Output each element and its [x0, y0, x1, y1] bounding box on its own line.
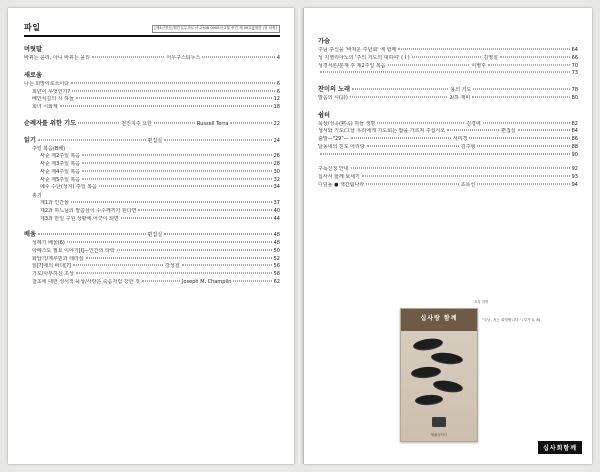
entry-page: 32	[273, 176, 280, 183]
section-learning	[24, 230, 280, 286]
leader-dots	[73, 265, 163, 266]
bean-shape	[432, 379, 463, 395]
entry-page: 64	[571, 47, 578, 53]
entry-page: 82	[571, 120, 578, 127]
book-gutter	[294, 8, 304, 464]
entry-text: 제2과 하느님의 말씀삼이 수수께끼가 된다면	[40, 207, 137, 214]
section-title: 새로움	[24, 71, 42, 79]
section-heart	[318, 36, 578, 78]
leader-dots	[320, 153, 570, 154]
entry-page: 6	[276, 80, 280, 87]
entry-author: Russell Terra	[197, 120, 229, 127]
entry-text: 나는 희망이로소이다	[24, 80, 70, 87]
entry-page: 88	[571, 143, 578, 150]
left-column	[24, 22, 280, 287]
entry-author: 아우구스티누스	[166, 55, 201, 61]
toc-entry[interactable]	[318, 85, 578, 95]
entry-page: 18	[273, 104, 280, 110]
beans-illustration	[409, 339, 469, 411]
toc-entry[interactable]	[24, 161, 280, 169]
section-title: 읽기	[24, 136, 36, 144]
entry-text: 제3과 만일 구원 상황에 어긋이 되면	[40, 215, 119, 222]
entry-author: 편집실	[147, 232, 163, 239]
leader-dots	[320, 72, 570, 73]
toc-entry[interactable]	[318, 47, 578, 55]
entry-page: 93	[571, 174, 578, 180]
entry-author: 편집실	[147, 137, 163, 144]
leader-dots	[82, 170, 271, 171]
entry-text: 찰초에 대한 성서적 묵상/사랑은 죽음처럼 강한 것	[32, 278, 140, 285]
section-title: 순례자를 위한 기도	[24, 119, 77, 127]
entry-page: 24	[273, 137, 280, 144]
leader-dots	[76, 98, 272, 99]
leader-dots	[350, 96, 447, 97]
toc-entry[interactable]	[24, 208, 280, 216]
entry-text: 주님 주신을 '바쳐온 주년회' 에 함께	[318, 47, 397, 53]
section-title: 배움	[24, 231, 36, 239]
entry-page: 73	[571, 70, 578, 77]
entry-page: 58	[273, 271, 280, 277]
leader-dots	[472, 96, 569, 97]
leader-dots	[142, 280, 180, 281]
leader-dots	[38, 139, 146, 140]
leader-dots	[483, 122, 570, 123]
entry-author: 초록선	[460, 181, 476, 188]
entry-page: 22	[273, 120, 280, 127]
section-new	[24, 70, 280, 112]
entry-page: 56	[273, 263, 280, 270]
leader-dots	[86, 257, 272, 258]
toc-entry[interactable]	[318, 152, 578, 160]
entry-page: 48	[273, 240, 280, 246]
leader-dots	[477, 145, 569, 146]
subsection-heading: 총기	[32, 193, 42, 199]
entry-text: 사순 제2주일 복음	[40, 153, 81, 160]
toc-entry[interactable]	[24, 271, 280, 279]
subsection-heading: 주일 복음(B해)	[32, 146, 66, 153]
entry-page: 4	[276, 55, 280, 61]
left-page	[8, 8, 294, 464]
section-rest-area	[318, 110, 578, 160]
section-foreword	[24, 44, 280, 63]
toc-entry[interactable]	[318, 174, 578, 182]
toc-entry[interactable]	[24, 230, 280, 240]
leader-dots	[182, 265, 272, 266]
toc-entry[interactable]	[24, 169, 280, 177]
leader-dots	[82, 178, 271, 179]
leader-dots	[367, 145, 459, 146]
cover-title: 십사랑 함께	[420, 315, 458, 322]
bean-shape	[411, 366, 442, 380]
leader-dots	[477, 183, 569, 184]
section-title: 머릿말	[24, 46, 42, 53]
entry-author: 서미경	[452, 136, 468, 142]
toc-entry[interactable]	[24, 279, 280, 287]
section-title: 쉼터	[318, 111, 330, 119]
entry-text: 사순 제3주일 복음	[40, 161, 81, 167]
leader-dots	[366, 183, 458, 184]
header-rule	[24, 35, 280, 37]
toc-entry[interactable]	[24, 256, 280, 264]
right-column	[318, 22, 578, 190]
cover-illustration-block	[400, 300, 541, 448]
toc-entry[interactable]	[24, 96, 280, 104]
leader-dots	[352, 89, 448, 90]
entry-page: 28	[273, 161, 280, 167]
entry-author: 최하 재비	[449, 94, 471, 101]
entry-text: 성 지젤리아노의 '주의 기도의 대하여' ( I )	[318, 54, 410, 61]
toc-entry[interactable]	[318, 144, 578, 152]
entry-page: 30	[273, 168, 280, 175]
cover-caption-label: 표지 설명	[474, 300, 489, 304]
toc-entry[interactable]	[24, 263, 280, 271]
entry-page: 78	[571, 87, 578, 93]
leader-dots	[233, 280, 271, 281]
entry-author: 이병후	[471, 62, 486, 69]
entry-author: 강성철	[165, 263, 180, 270]
leader-dots	[362, 176, 570, 177]
entry-page: 50	[273, 247, 280, 254]
leader-dots	[518, 130, 570, 131]
entry-text: 사순 제4주일 복음	[40, 168, 81, 175]
leader-dots	[447, 130, 499, 131]
entry-page: 90	[571, 151, 578, 158]
section-title: 가슴	[318, 38, 330, 45]
cover-publisher: 생활성서사	[430, 433, 448, 437]
leader-dots	[469, 138, 569, 139]
page-title: 파일	[24, 23, 41, 32]
leader-dots	[99, 186, 272, 187]
leader-dots	[92, 57, 165, 58]
entry-text: 달동네의 친도 아리랑	[318, 143, 365, 150]
leader-dots	[230, 122, 271, 123]
book-cover-image	[400, 308, 478, 442]
entry-page: 34	[273, 184, 280, 191]
leader-dots	[38, 234, 146, 235]
entry-text: 말음의 시(詩)	[318, 94, 348, 101]
leader-dots	[412, 56, 482, 57]
issue-meta: [제4산천동/월간실무외로 마-2508.0905산 2월 중간 제 59호][계품 (첫 날짜)	[152, 25, 280, 33]
entry-page: 92	[571, 166, 578, 173]
leader-dots	[78, 122, 119, 123]
leader-dots	[398, 49, 569, 50]
toc-entry[interactable]	[318, 166, 578, 174]
leader-dots	[72, 90, 275, 91]
leader-dots	[121, 217, 272, 218]
publisher-logo-icon	[432, 417, 446, 427]
entry-text: 천진지주 요한	[121, 120, 152, 127]
toc-entry[interactable]	[318, 63, 578, 71]
entry-page: 6	[276, 88, 280, 95]
entry-text: 바뀌는 윤리, 아니 바뀌는 윤리	[24, 55, 90, 61]
toc-entry[interactable]	[24, 81, 280, 89]
entry-text: 출발—"29"—	[318, 136, 349, 142]
entry-page: 70	[571, 62, 578, 69]
entry-text: 제1과 인간율	[40, 200, 69, 206]
entry-page: 12	[273, 96, 280, 103]
entry-text: 사순 제5주일 복음	[40, 176, 81, 183]
entry-author: 편집실	[501, 128, 516, 135]
toc-entry[interactable]	[318, 182, 578, 190]
entry-text: 용의 기도	[450, 87, 472, 93]
entry-text: 십사서 함께 보세기	[318, 174, 360, 180]
leader-dots	[351, 138, 451, 139]
leader-dots	[117, 249, 272, 250]
leader-dots	[164, 234, 272, 235]
leader-dots	[488, 64, 570, 65]
toc-entry[interactable]	[318, 128, 578, 136]
bean-shape	[415, 394, 444, 406]
entry-text: 디딤돌 ● 책간팀나라	[318, 181, 365, 188]
leader-dots	[500, 56, 570, 57]
left-header	[24, 22, 280, 33]
entry-author: Joseph M. Champlin	[182, 278, 232, 285]
toc-entry[interactable]	[24, 153, 280, 161]
toc-entry[interactable]	[24, 136, 280, 146]
entry-author: 김경애	[466, 120, 481, 127]
entry-page: 62	[273, 278, 280, 285]
entry-text: 희녀 시화계	[32, 104, 58, 110]
brand-badge: 십사회함께	[538, 441, 582, 454]
section-title: 찬미의 노래	[318, 86, 351, 93]
entry-page: 94	[571, 181, 578, 188]
entry-text: 묵상/성곡(黙곡) 하늘 생명	[318, 120, 376, 127]
section-pilgrim-prayer	[24, 119, 280, 129]
leader-dots	[60, 106, 272, 107]
toc-entry[interactable]	[318, 95, 578, 103]
toc-entry[interactable]	[24, 177, 280, 185]
leader-dots	[76, 273, 272, 274]
entry-text: 구독신청 안내	[318, 166, 349, 173]
entry-text: 희년이 무엇인가?	[32, 88, 71, 95]
toc-entry[interactable]	[24, 55, 280, 63]
entry-author: 김주형	[460, 143, 476, 150]
entry-page: 40	[273, 207, 280, 214]
entry-page: 44	[273, 215, 280, 222]
entry-page: 37	[273, 200, 280, 206]
toc-entry[interactable]	[24, 216, 280, 224]
entry-text: 성경서론/분재 후 제2주일 복음	[318, 62, 386, 69]
toc-entry[interactable]	[24, 240, 280, 248]
leader-dots	[351, 168, 570, 169]
toc-entry[interactable]	[24, 104, 280, 112]
leader-dots	[67, 242, 272, 243]
entry-text: 배인치길의 시 하늘	[32, 96, 74, 103]
section-praise-song	[318, 85, 578, 103]
leader-dots	[473, 89, 569, 90]
leader-dots	[82, 155, 271, 156]
toc-entry[interactable]	[318, 121, 578, 129]
toc-entry[interactable]	[24, 89, 280, 97]
entry-author: 김영설	[483, 54, 498, 61]
entry-text: 예수 수난(성지) 주일 복음	[40, 184, 97, 191]
entry-text: 성서와 기도/그날 우리에게 기도회는 밥을 가르쳐 주십시오	[318, 128, 446, 135]
leader-dots	[377, 122, 464, 123]
entry-page: 52	[273, 255, 280, 262]
entry-page: 86	[571, 136, 578, 142]
leader-dots	[164, 139, 272, 140]
toc-entry[interactable]	[318, 70, 578, 78]
entry-page: 66	[571, 54, 578, 61]
entry-text: 아베스도 필요 이야기[I]—인간의 타락	[32, 247, 115, 254]
right-page	[304, 8, 592, 464]
toc-entry[interactable]	[318, 136, 578, 144]
toc-entry[interactable]	[24, 248, 280, 256]
entry-page: 80	[571, 94, 578, 101]
entry-page: 26	[273, 153, 280, 160]
entry-text: 화답기/계루민과 테라심	[32, 255, 84, 262]
leader-dots	[202, 57, 275, 58]
toc-entry[interactable]	[318, 55, 578, 63]
entry-text: 성례기 배울(6)	[32, 240, 65, 246]
entry-page: 84	[571, 128, 578, 135]
leader-dots	[71, 82, 275, 83]
bean-shape	[412, 337, 443, 352]
toc-entry[interactable]	[24, 119, 280, 129]
entry-page: 48	[273, 232, 280, 239]
leader-dots	[82, 163, 271, 164]
leader-dots	[388, 64, 470, 65]
entry-text: 읽[?]에의 바다[?]	[32, 263, 71, 270]
cover-quote: "주님, 저는 희망합니다." (루가 5, 8)	[482, 318, 541, 322]
leader-dots	[138, 209, 271, 210]
section-reading	[24, 136, 280, 224]
entry-text: 기도/사부하신 초상	[32, 271, 74, 277]
toc-entry[interactable]	[24, 200, 280, 208]
section-misc	[318, 166, 578, 189]
bean-shape	[431, 351, 464, 365]
leader-dots	[71, 202, 272, 203]
leader-dots	[154, 122, 195, 123]
toc-entry[interactable]	[24, 184, 280, 192]
